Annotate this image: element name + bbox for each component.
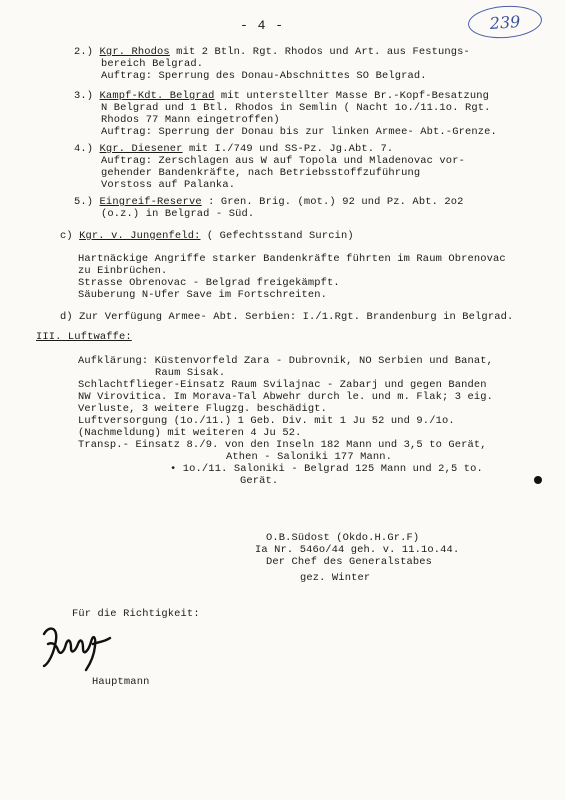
section-d-letter: d): [60, 311, 80, 323]
page-number: - 4 -: [240, 18, 285, 33]
item-2-number: 2.): [74, 46, 100, 58]
handwritten-signature: [38, 620, 118, 674]
section-c-letter: c): [60, 230, 80, 242]
section-c-unit: Kgr. v. Jungenfeld:: [79, 230, 201, 242]
ink-blot: [534, 476, 542, 484]
issuer-line: O.B.Südost (Okdo.H.Gr.F): [266, 532, 420, 544]
section-d-text: Zur Verfügung Armee- Abt. Serbien: I./1.Rgt. Brandenburg in Belgrad.: [79, 311, 514, 323]
item-4-line-4: Vorstoss auf Palanka.: [101, 179, 236, 191]
section-c-heading: [60, 230, 354, 242]
luftwaffe-line-7: (Nachmeldung) mit weiteren 4 Ju 52.: [78, 427, 302, 439]
luftwaffe-line-3: Schlachtflieger-Einsatz Raum Svilajnac - Zabarj und gegen Banden: [78, 379, 487, 391]
luftwaffe-line-4: NW Virovitica. Im Morava-Tal Abwehr durch le. und m. Flak; 3 eig.: [78, 391, 494, 403]
item-2-text: mit 2 Btln. Rgt. Rhodos und Art. aus Festungs-: [169, 46, 470, 58]
section-c-line-2: Hartnäckige Angriffe starker Bandenkräfte führten im Raum Obrenovac: [78, 253, 506, 265]
chief-of-staff: Der Chef des Generalstabes: [266, 556, 433, 568]
luftwaffe-line-9: Athen - Saloniki 177 Mann.: [226, 451, 393, 463]
item-5-number: 5.): [74, 196, 100, 208]
item-2-line-1: [74, 46, 470, 58]
luftwaffe-line-2: Raum Sisak.: [155, 367, 226, 379]
section-c-line-3: zu Einbrüchen.: [78, 265, 168, 277]
section-c-command-post: ( Gefechtsstand Surcin): [200, 230, 354, 242]
item-4-text: mit I./749 und SS-Pz. Jg.Abt. 7.: [182, 143, 394, 155]
item-5-text: : Gren. Brig. (mot.) 92 und Pz. Abt. 2o2: [201, 196, 464, 208]
section-d: [60, 311, 513, 323]
item-4-unit: Kgr. Diesener: [99, 143, 183, 155]
luftwaffe-line-11: Gerät.: [240, 475, 279, 487]
luftwaffe-line-6: Luftversorgung (1o./11.) 1 Geb. Div. mit 1 Ju 52 und 9./1o.: [78, 415, 455, 427]
scan-artifact-smear: [0, 690, 565, 770]
item-3-line-1: [74, 90, 489, 102]
section-c-line-5: Säuberung N-Ufer Save im Fortschreiten.: [78, 289, 328, 301]
signed-by: gez. Winter: [300, 572, 371, 584]
reference-number: Ia Nr. 546o/44 geh. v. 11.1o.44.: [255, 544, 460, 556]
section-c-line-4: Strasse Obrenovac - Belgrad freigekämpft.: [78, 277, 340, 289]
item-4-order: Auftrag: Zerschlagen aus W auf Topola und Mladenovac vor-: [101, 155, 465, 167]
item-3-line-2: N Belgrad und 1 Btl. Rhodos in Semlin ( Nacht 1o./11.1o. Rgt.: [101, 102, 491, 114]
item-3-number: 3.): [74, 90, 100, 102]
item-5-line-1: [74, 196, 464, 208]
item-4-line-3: gehender Bandenkräfte, nach Betriebsstoffzuführung: [101, 167, 421, 179]
item-3-line-3: Rhodos 77 Mann eingetroffen): [101, 114, 280, 126]
luftwaffe-line-10: • 1o./11. Saloniki - Belgrad 125 Mann und 2,5 to.: [170, 463, 483, 475]
item-2-order: Auftrag: Sperrung des Donau-Abschnittes SO Belgrad.: [101, 70, 427, 82]
rank-hauptmann: Hauptmann: [92, 676, 150, 688]
section-iii-heading: III. Luftwaffe:: [36, 331, 132, 343]
item-2-unit: Kgr. Rhodos: [99, 46, 170, 58]
item-2-line-2: bereich Belgrad.: [101, 58, 204, 70]
archive-stamp: 239: [467, 3, 543, 40]
luftwaffe-line-8: Transp.- Einsatz 8./9. von den Inseln 182 Mann und 3,5 to Gerät,: [78, 439, 487, 451]
certification-label: Für die Richtigkeit:: [72, 608, 200, 620]
luftwaffe-line-5: Verluste, 3 weitere Flugzg. beschädigt.: [78, 403, 328, 415]
item-5-line-2: (o.z.) in Belgrad - Süd.: [101, 208, 255, 220]
item-3-text: mit unterstellter Masse Br.-Kopf-Besatzung: [214, 90, 490, 102]
item-4-line-1: [74, 143, 393, 155]
item-3-unit: Kampf-Kdt. Belgrad: [99, 90, 215, 102]
item-5-unit: Eingreif-Reserve: [99, 196, 202, 208]
luftwaffe-line-1: Aufklärung: Küstenvorfeld Zara - Dubrovnik, NO Serbien und Banat,: [78, 355, 494, 367]
item-4-number: 4.): [74, 143, 100, 155]
item-3-order: Auftrag: Sperrung der Donau bis zur linken Armee- Abt.-Grenze.: [101, 126, 497, 138]
